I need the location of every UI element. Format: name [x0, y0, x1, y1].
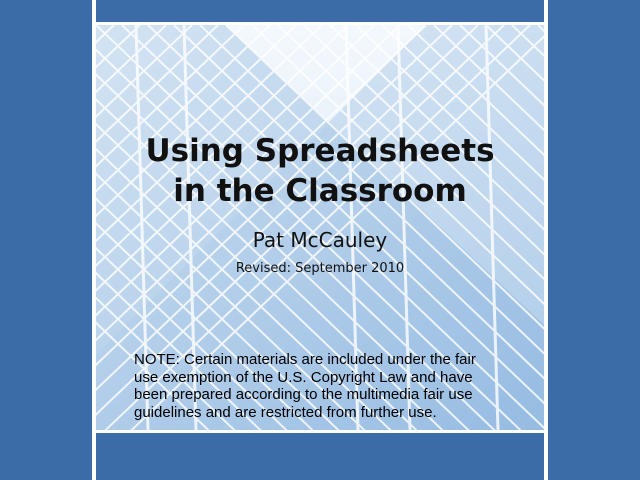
- note-line-1: NOTE: Certain materials are included under the fair: [134, 351, 476, 368]
- frame-bottom-bar: [92, 430, 548, 433]
- note-line-4: guidelines and are restricted from further use.: [134, 403, 437, 421]
- revised-date: Revised: September 2010: [235, 261, 405, 276]
- title-line-1: Using Spreadsheets: [145, 133, 495, 169]
- copyright-note: [134, 351, 534, 421]
- slide-title: [96, 131, 544, 211]
- author-name: Pat McCauley: [252, 228, 388, 252]
- slide-panel: [96, 25, 544, 430]
- frame-right-bar: [544, 0, 548, 480]
- title-line-2: in the Classroom: [173, 173, 467, 209]
- note-line-2: use exemption of the U.S. Copyright Law and have: [134, 368, 473, 386]
- note-line-3: been prepared according to the multimedia fair use: [134, 386, 473, 403]
